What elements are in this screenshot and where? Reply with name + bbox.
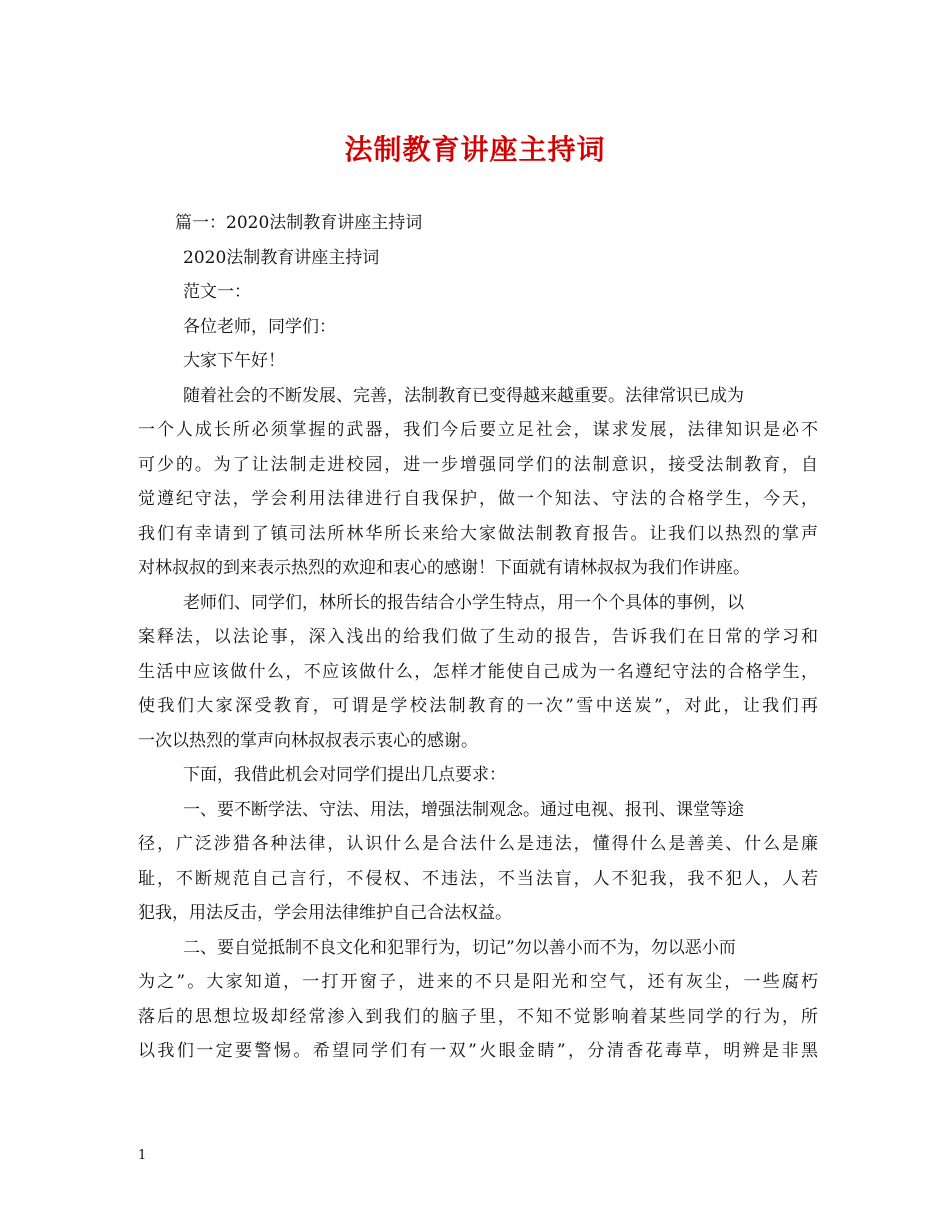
section-heading: 篇一：2020法制教育讲座主持词 — [175, 213, 423, 233]
paragraph-line: 落后的思想垃圾却经常渗入到我们的脑子里，不知不觉影响着某些同学的行为，所 — [138, 1006, 818, 1027]
paragraph-line: 觉遵纪守法，学会利用法律进行自我保护，做一个知法、守法的合格学生，今天， — [138, 489, 818, 509]
salutation: 各位老师，同学们： — [183, 316, 336, 337]
paragraph-line: 为之”。大家知道，一打开窗子，进来的不只是阳光和空气，还有灰尘，一些腐朽 — [138, 972, 818, 992]
paragraph-line: 案释法，以法论事，深入浅出的给我们做了生动的报告，告诉我们在日常的学习和 — [138, 627, 818, 647]
paragraph-line: 二、要自觉抵制不良文化和犯罪行为，切记”勿以善小而不为，勿以恶小而 — [183, 937, 736, 958]
paragraph-line: 一次以热烈的掌声向林叔叔表示衷心的感谢。 — [138, 730, 478, 751]
greeting: 大家下午好！ — [183, 351, 285, 371]
paragraph-line: 下面，我借此机会对同学们提出几点要求： — [183, 765, 506, 785]
document-title: 法制教育讲座主持词 — [344, 133, 606, 166]
paragraph-line: 对林叔叔的到来表示热烈的欢迎和衷心的感谢！下面就有请林叔叔为我们作讲座。 — [138, 558, 750, 578]
paragraph-line: 随着社会的不断发展、完善，法制教育已变得越来越重要。法律常识已成为 — [183, 385, 744, 406]
paragraph-line: 径，广泛涉猎各种法律，认识什么是合法什么是违法，懂得什么是善美、什么是廉 — [138, 834, 818, 854]
page-number: 1 — [138, 1148, 147, 1163]
paragraph-line: 可少的。为了让法制走进校园，进一步增强同学们的法制意识，接受法制教育，自 — [138, 454, 818, 475]
paragraph-line: 犯我，用法反击，学会用法律维护自己合法权益。 — [138, 903, 512, 923]
sample-label: 范文一： — [183, 282, 251, 302]
paragraph-line: 我们有幸请到了镇司法所林华所长来给大家做法制教育报告。让我们以热烈的掌声 — [138, 523, 818, 544]
paragraph-line: 以我们一定要警惕。希望同学们有一双”火眼金睛”，分清香花毒草，明辨是非黑 — [138, 1041, 818, 1061]
paragraph-line: 生活中应该做什么，不应该做什么，怎样才能使自己成为一名遵纪守法的合格学生， — [138, 661, 818, 682]
paragraph-line: 一个人成长所必须掌握的武器，我们今后要立足社会，谋求发展，法律知识是必不 — [138, 420, 818, 440]
paragraph-line: 一、要不断学法、守法、用法，增强法制观念。通过电视、报刊、课堂等途 — [183, 799, 744, 820]
paragraph-line: 耻，不断规范自己言行，不侵权、不违法，不当法盲，人不犯我，我不犯人，人若 — [138, 868, 818, 889]
paragraph-line: 使我们大家深受教育，可谓是学校法制教育的一次”雪中送炭”，对此，让我们再 — [138, 696, 818, 716]
paragraph-line: 老师们、同学们，林所长的报告结合小学生特点，用一个个具体的事例，以 — [183, 592, 744, 613]
document-body — [138, 206, 818, 1069]
subheading: 2020法制教育讲座主持词 — [183, 247, 380, 268]
